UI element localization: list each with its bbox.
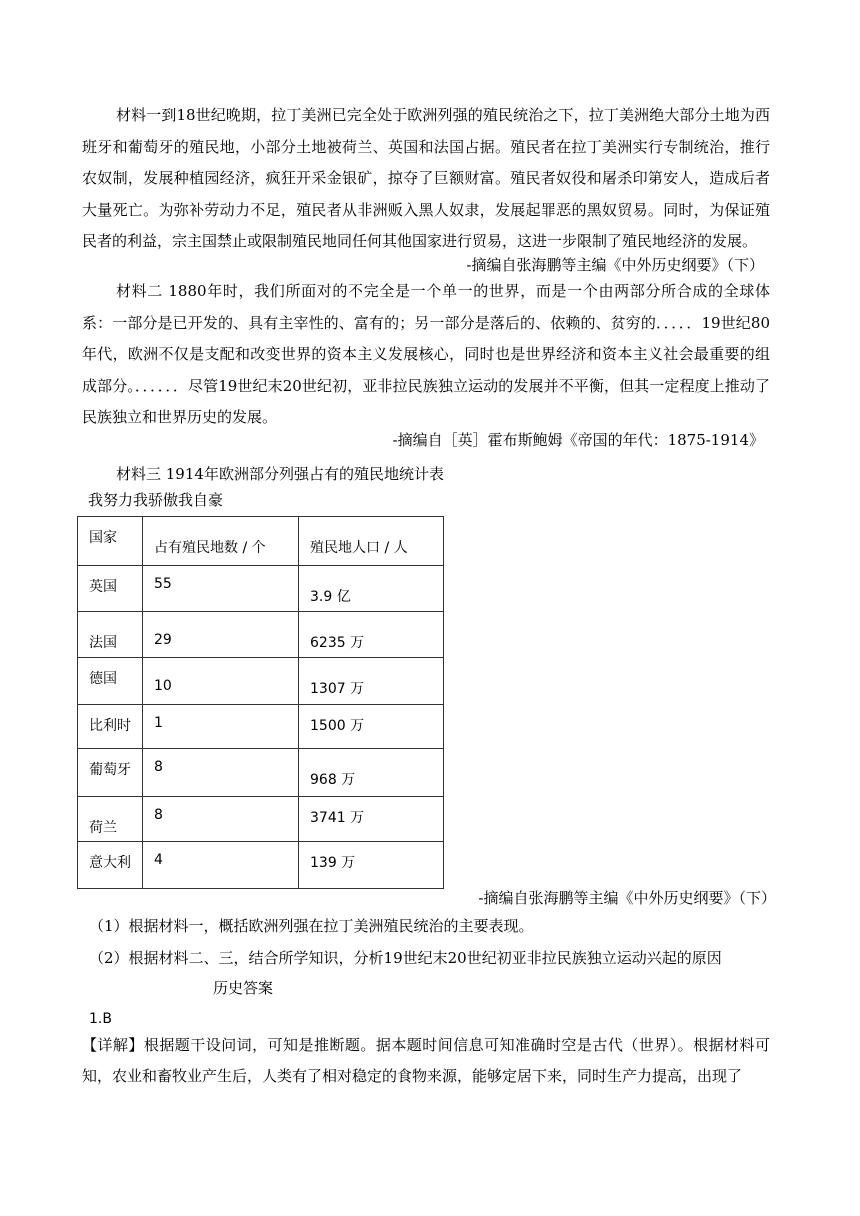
table-row: [78, 705, 444, 749]
table-cell: 8: [143, 749, 299, 797]
material2-source: -摘编自［英］霍布斯鲍姆《帝国的年代：1875-1914》: [392, 431, 764, 449]
table-cell: 3.9 亿: [299, 566, 444, 612]
header-colony-population: 殖民地人口 / 人: [299, 517, 444, 566]
table-cell: 6235 万: [299, 612, 444, 658]
question-2: （2）根据材料二、三，结合所学知识，分析19世纪末20世纪初亚非拉民族独立运动兴起的原因: [89, 949, 722, 967]
material2-paragraph: 材料二 1880年时，我们所面对的不完全是一个单一的世界，而是一个由两部分所合成的全球体系：一部分是已开发的、具有主宰性的、富有的；另一部分是落后的、依赖的、贫穷的．．．．．19世纪80年代，欧洲不仅是支配和改变世界的资本主义发展核心，同时也是世界经济和资本主义社会最重要的组成部分。．．．．．．尽管19世纪末20世纪初，亚非拉民族独立运动的发展并不平衡，但其一定程度上推动了民族独立和世界历史的发展。: [82, 282, 770, 426]
table-cell: 比利时: [78, 705, 143, 749]
table-cell: 荷兰: [78, 797, 143, 842]
material1-paragraph: 材料一到18世纪晚期，拉丁美洲已完全处于欧洲列强的殖民统治之下，拉丁美洲绝大部分土地为西班牙和葡萄牙的殖民地，小部分土地被荷兰、英国和法国占据。殖民者在拉丁美洲实行专制统治，推行农奴制，发展种植园经济，疯狂开采金银矿，掠夺了巨额财富。殖民者奴役和屠杀印第安人，造成后者大量死亡。为弥补劳动力不足，殖民者从非洲贩入黑人奴隶，发展起罪恶的黑奴贸易。同时，为保证殖民者的利益，宗主国禁止或限制殖民地同任何其他国家进行贸易，这进一步限制了殖民地经济的发展。: [82, 106, 770, 250]
table-cell: 1307 万: [299, 658, 444, 705]
table-row: [78, 658, 444, 705]
table-row: [78, 797, 444, 842]
question-1: （1）根据材料一，概括欧洲列强在拉丁美洲殖民统治的主要表现。: [89, 917, 534, 935]
material3-title: 材料三 1914年欧洲部分列强占有的殖民地统计表: [116, 465, 444, 483]
table-cell: 4: [143, 842, 299, 889]
table-cell: 1500 万: [299, 705, 444, 749]
table-cell: 意大利: [78, 842, 143, 889]
table-cell: 8: [143, 797, 299, 842]
answer-detail: 【详解】根据题干设问词，可知是推断题。据本题时间信息可知准确时空是古代（世界）。根据材料可知，农业和畜牧业产生后，人类有了相对稳定的食物来源，能够定居下来，同时生产力提高，出现了: [82, 1036, 770, 1085]
table-header-row: [78, 517, 444, 566]
header-country: 国家: [78, 517, 143, 566]
material1-source: -摘编自张海鹏等主编《中外历史纲要》（下）: [466, 256, 764, 274]
table-cell: 法国: [78, 612, 143, 658]
header-colony-count: 占有殖民地数 / 个: [143, 517, 299, 566]
table-cell: 德国: [78, 658, 143, 705]
table-cell: 29: [143, 612, 299, 658]
table-cell: 1: [143, 705, 299, 749]
colony-table: [77, 516, 444, 889]
table-row: [78, 842, 444, 889]
table-row: [78, 612, 444, 658]
table-row: [78, 749, 444, 797]
table-cell: 10: [143, 658, 299, 705]
table-cell: 3741 万: [299, 797, 444, 842]
answer-number: 1.B: [89, 1011, 112, 1027]
material3-source: -摘编自张海鹏等主编《中外历史纲要》（下）: [478, 889, 776, 907]
table-cell: 968 万: [299, 749, 444, 797]
table-cell: 英国: [78, 566, 143, 612]
answer-heading: 历史答案: [213, 979, 274, 997]
table-cell: 55: [143, 566, 299, 612]
table-cell: 139 万: [299, 842, 444, 889]
table-row: [78, 566, 444, 612]
watermark-line: 我努力我骄傲我自豪: [88, 491, 224, 509]
table-cell: 葡萄牙: [78, 749, 143, 797]
